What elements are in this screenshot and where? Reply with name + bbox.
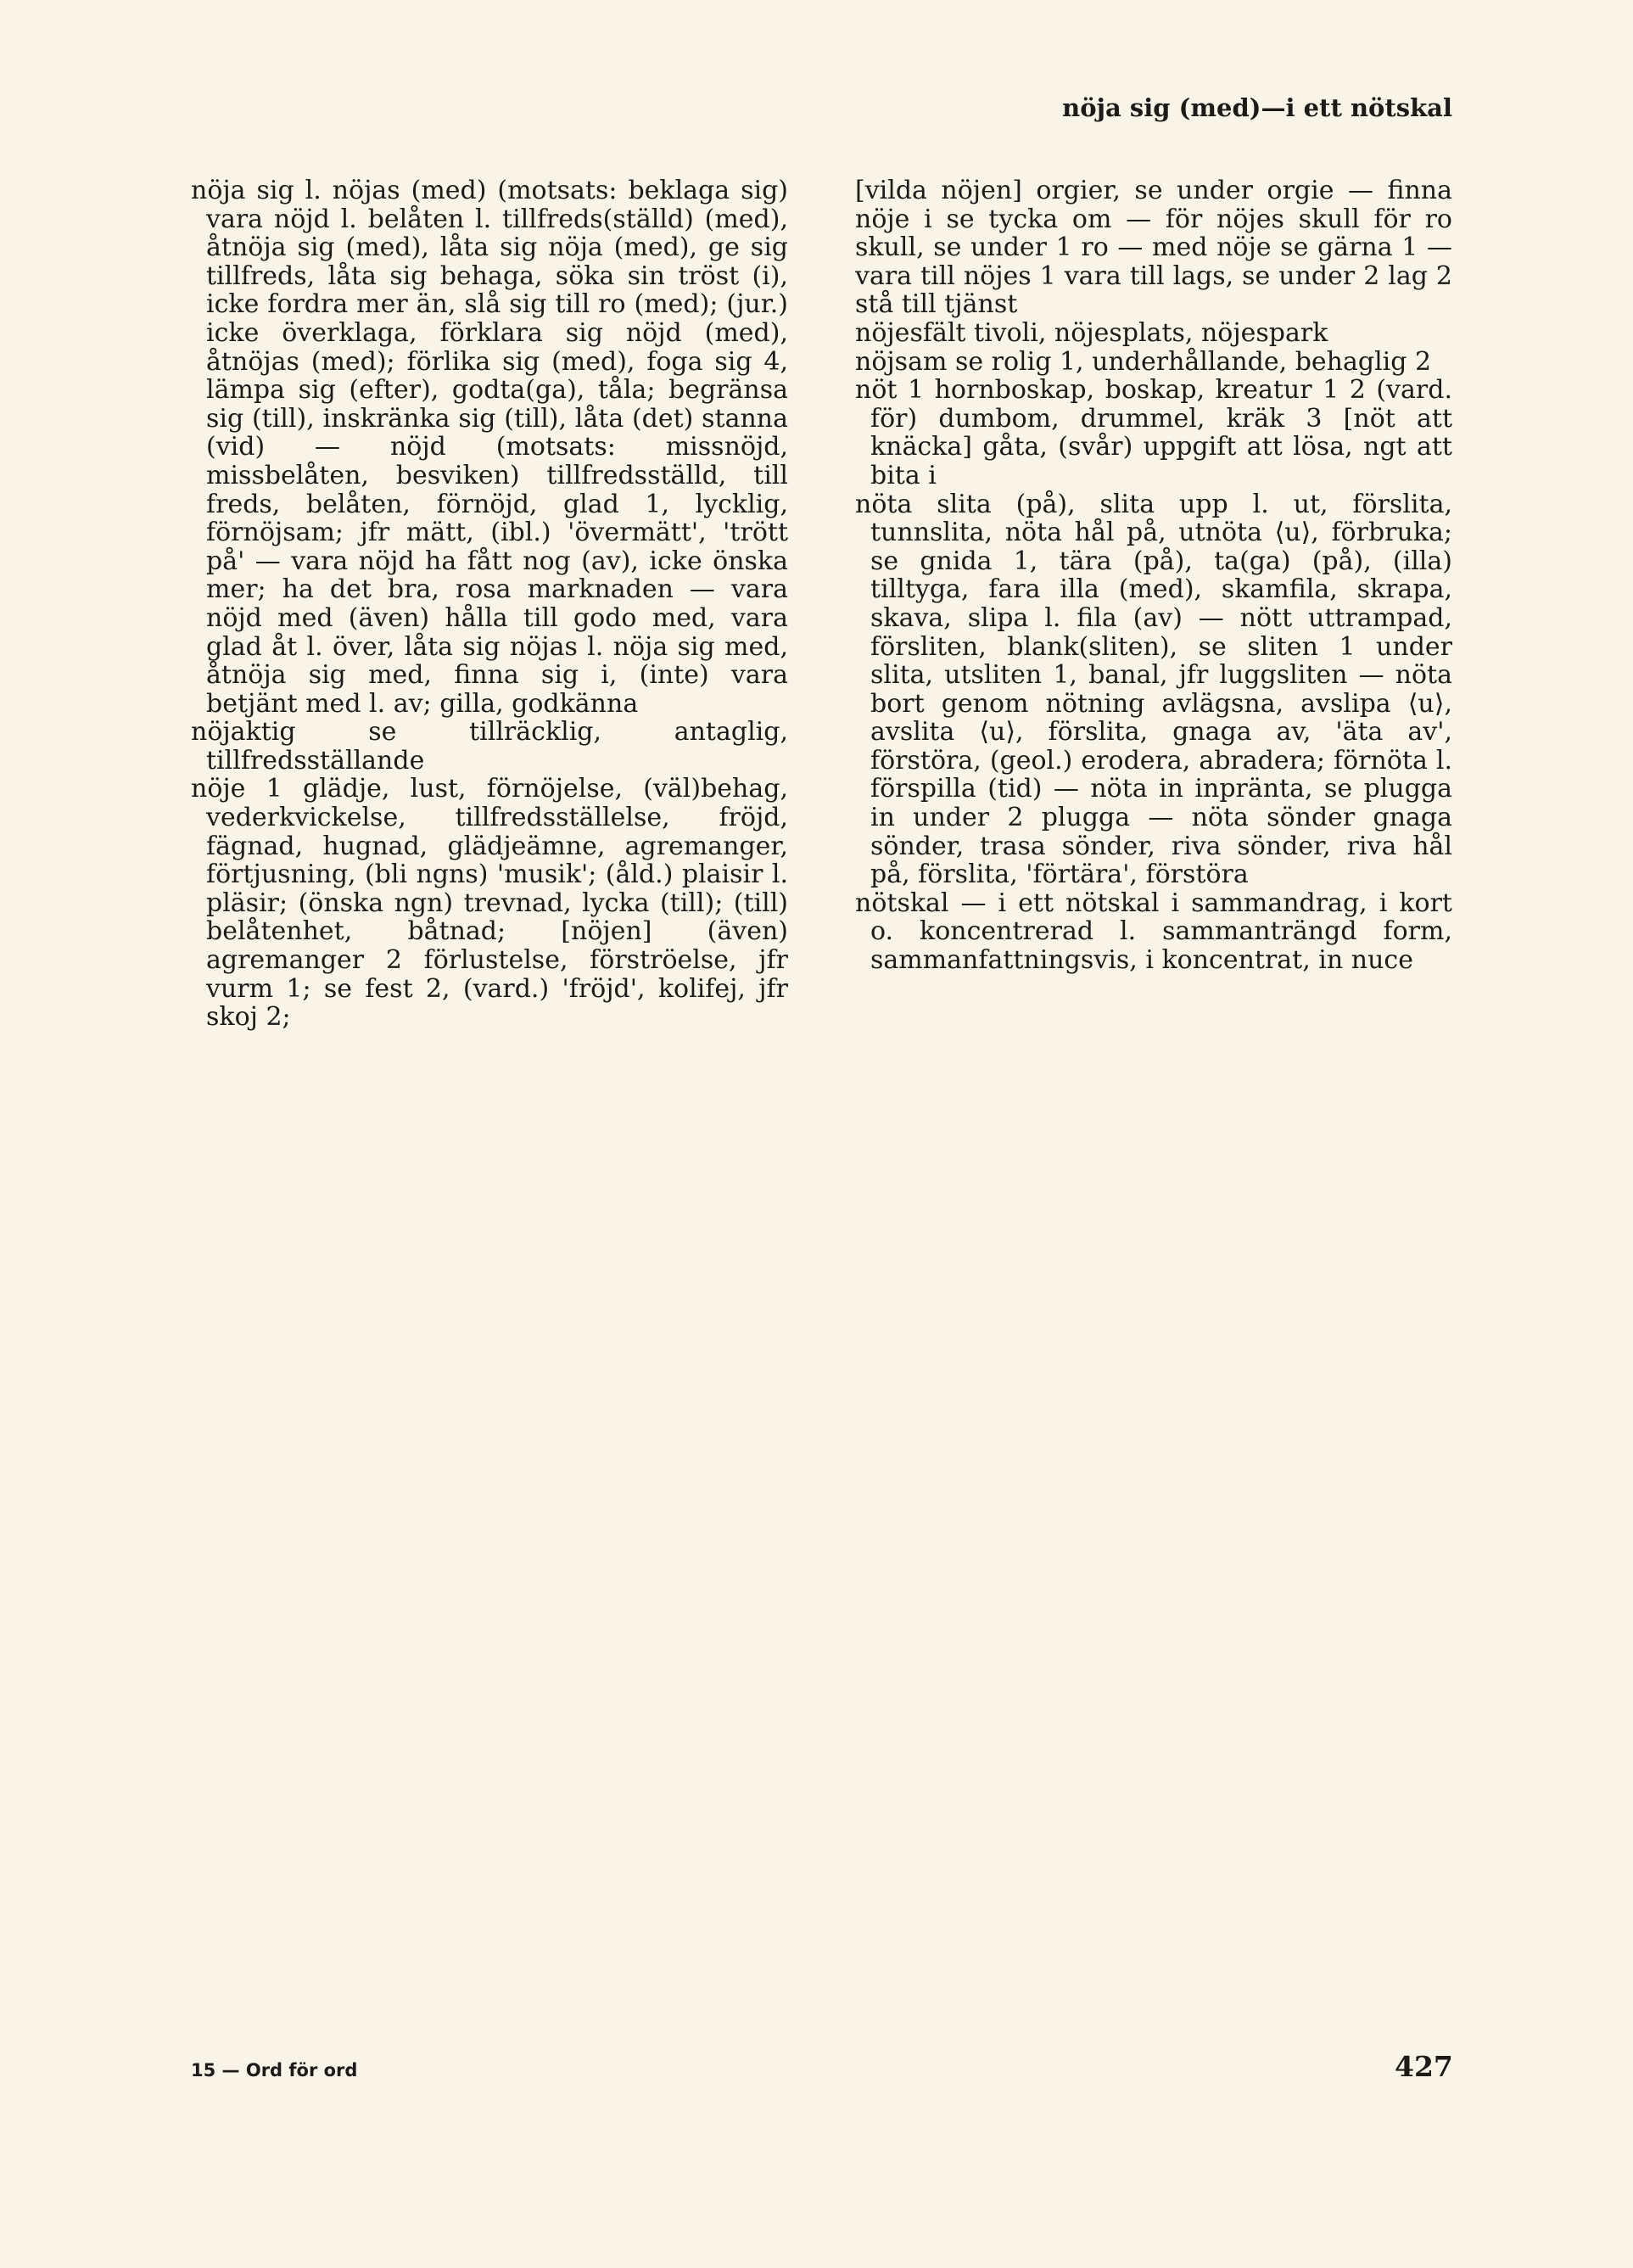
right-column [855,176,1452,975]
running-head: nöja sig (med)—i ett nötskal [1062,93,1452,122]
dictionary-entry: nötskal — i ett nötskal i sammandrag, i kort o. koncentrerad l. sammanträngd form, sammanfattningsvis, i koncentrat, in nuce [855,888,1452,976]
page-number: 427 [1395,2050,1453,2083]
left-column [191,176,788,1032]
dictionary-entry: nöt 1 hornboskap, boskap, kreatur 1 2 (vard. för) dumbom, drummel, kräk 3 [nöt att knäcka] gåta, (svår) uppgift att lösa, ngt att bita i [855,375,1452,490]
dictionary-entry: nöjsam se rolig 1, underhållande, behaglig 2 [855,346,1432,377]
dictionary-entry-continued: [vilda nöjen] orgier, se under orgie — finna nöje i se tycka om — för nöjes skull för ro skull, se under 1 ro — med nöje se gärna 1 — vara till nöjes 1 vara till lags, se under 2 lag 2 stå till tjänst [855,176,1452,320]
dictionary-entry: nöja sig l. nöjas (med) (motsats: beklaga sig) vara nöjd l. belåten l. tillfreds(ställd) (med), åtnöja sig (med), låta sig nöja (med), ge sig tillfreds, låta sig behaga, söka sin tröst (i), icke fordra mer än, slå sig till ro (med); (jur.) icke överklaga, förklara sig nöjd (med), åtnöjas (med); förlika sig (med), foga sig 4, lämpa sig (efter), godta(ga), tåla; begränsa sig (till), inskränka sig (till), låta (det) stanna (vid) — nöjd (motsats: missnöjd, missbelåten, besviken) tillfredsställd, till freds, belåten, förnöjd, glad 1, lycklig, förnöjsam; jfr mätt, (ibl.) 'övermätt', 'trött på' — vara nöjd ha fått nog (av), icke önska mer; ha det bra, rosa marknaden — vara nöjd med (även) hålla till godo med, vara glad åt l. över, låta sig nöjas l. nöja sig med, åtnöja sig med, finna sig i, (inte) vara betjänt med l. av; gilla, godkänna [191,176,788,719]
dictionary-entry: nöjesfält tivoli, nöjesplats, nöjespark [855,317,1328,348]
dictionary-entry: nöta slita (på), slita upp l. ut, förslita, tunnslita, nöta hål på, utnöta ⟨u⟩, förbruka; se gnida 1, tära (på), ta(ga) (på), (illa) tilltyga, fara illa (med), skamfila, skrapa, skava, slipa l. fila (av) — nött uttrampad, försliten, blank(sliten), se sliten 1 under slita, utsliten 1, banal, jfr luggsliten — nöta bort genom nötning avlägsna, avslipa ⟨u⟩, avslita ⟨u⟩, förslita, gnaga av, 'äta av', förstöra, (geol.) erodera, abradera; förnöta l. förspilla (tid) — nöta in inpränta, se plugga in under 2 plugga — nöta sönder gnaga sönder, trasa sönder, riva sönder, riva hål på, förslita, 'förtära', förstöra [855,489,1452,890]
dictionary-entry: nöjaktig se tillräcklig, antaglig, tillfredsställande [191,717,788,776]
signature-mark: 15 — Ord för ord [191,2060,358,2080]
dictionary-entry: nöje 1 glädje, lust, förnöjelse, (väl)behag, vederkvickelse, tillfredsställelse, fröjd, fägnad, hugnad, glädjeämne, agremanger, förtjusning, (bli ngns) 'musik'; (åld.) plaisir l. pläsir; (önska ngn) trevnad, lycka (till); (till) belåtenhet, båtnad; [nöjen] (även) agremanger 2 förlustelse, förströelse, jfr vurm 1; se fest 2, (vard.) 'fröjd', kolifej, jfr skoj 2; [191,774,788,1033]
